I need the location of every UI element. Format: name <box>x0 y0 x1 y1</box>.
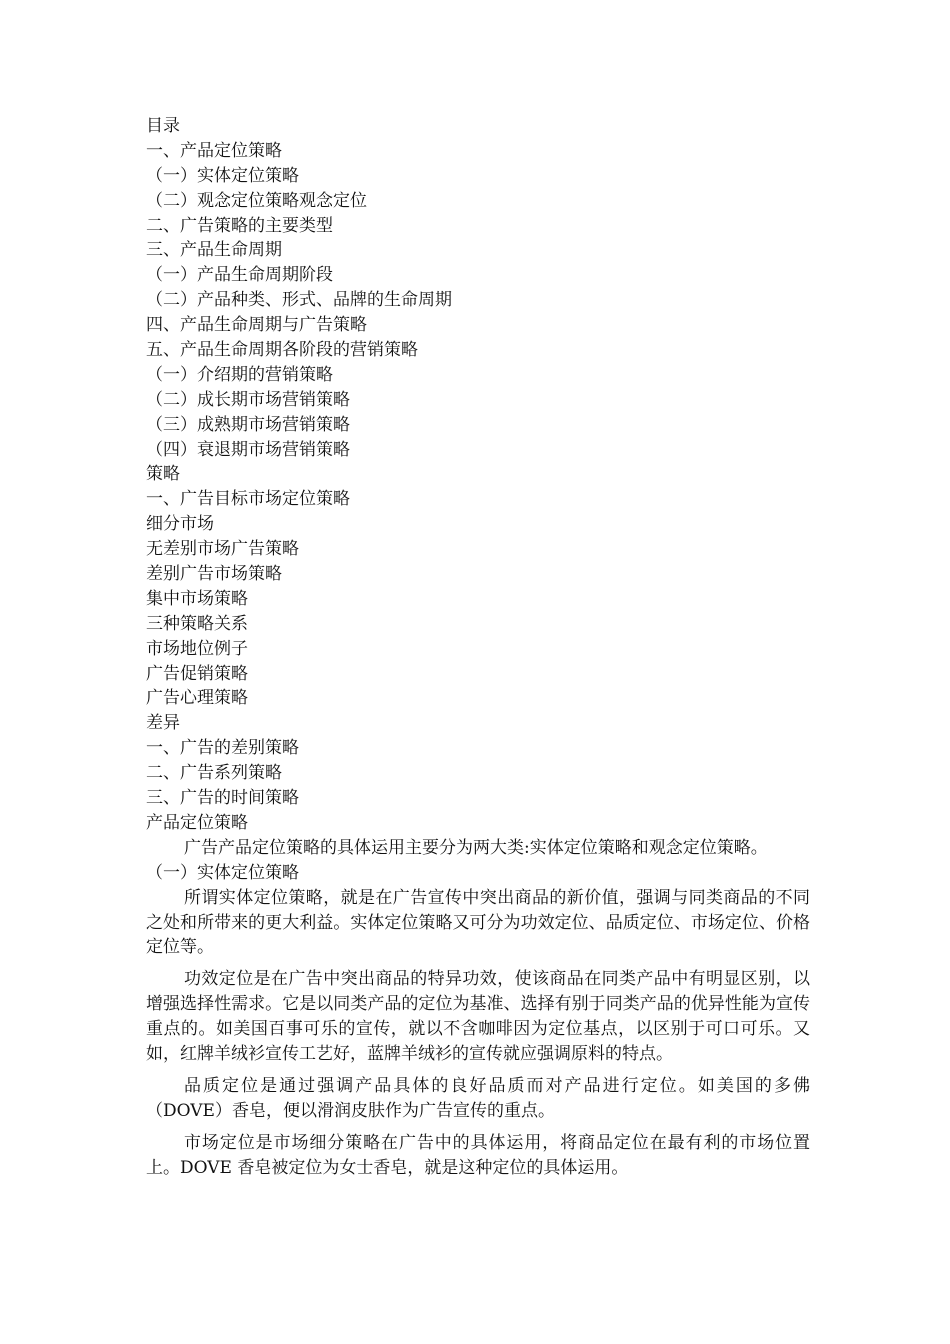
toc-line: 无差别市场广告策略 <box>146 539 299 560</box>
toc-line: （二）成长期市场营销策略 <box>146 389 350 410</box>
toc-line: 广告促销策略 <box>146 663 248 684</box>
body-paragraph: 所谓实体定位策略，就是在广告宣传中突出商品的新价值，强调与同类商品的不同之处和所带来的更大利益。实体定位策略又可分为功效定位、品质定位、市场定位、价格定位等。 <box>146 887 810 958</box>
toc-line: 三种策略关系 <box>146 613 248 634</box>
toc-line: （二）产品种类、形式、品牌的生命周期 <box>146 290 452 311</box>
toc-line: （三）成熟期市场营销策略 <box>146 414 350 435</box>
toc-line: 三、产品生命周期 <box>146 240 282 261</box>
body-paragraph: 品质定位是通过强调产品具体的良好品质而对产品进行定位。如美国的多佛（DOVE）香皂，便以滑润皮肤作为广告宣传的重点。 <box>146 1075 810 1121</box>
toc-line: （二）观念定位策略观念定位 <box>146 190 367 211</box>
toc-line: 差别广告市场策略 <box>146 564 282 585</box>
toc-line: （一）介绍期的营销策略 <box>146 364 333 385</box>
toc-line: 二、广告系列策略 <box>146 763 282 784</box>
toc-line: 广告心理策略 <box>146 688 248 709</box>
toc-line: 策略 <box>146 464 180 485</box>
toc-line: 差异 <box>146 713 180 734</box>
toc-line: 细分市场 <box>146 514 214 535</box>
toc-line: 二、广告策略的主要类型 <box>146 215 333 236</box>
toc-line: 五、产品生命周期各阶段的营销策略 <box>146 340 418 361</box>
toc-line: 一、广告目标市场定位策略 <box>146 489 350 510</box>
toc-line: 集中市场策略 <box>146 588 248 609</box>
toc-line: 四、产品生命周期与广告策略 <box>146 315 367 336</box>
section-title: 产品定位策略 <box>146 812 248 833</box>
toc-line: 三、广告的时间策略 <box>146 788 299 809</box>
intro-paragraph: 广告产品定位策略的具体运用主要分为两大类:实体定位策略和观念定位策略。 <box>184 837 768 858</box>
body-paragraph: 功效定位是在广告中突出商品的特异功效，使该商品在同类产品中有明显区别，以增强选择性需求。它是以同类产品的定位为基准、选择有别于同类产品的优异性能为宣传重点的。如美国百事可乐的宣传，就以不含咖啡因为定位基点，以区别于可口可乐。又如，红牌羊绒衫宣传工艺好，蓝牌羊绒衫的宣传就应强调原料的特点。 <box>146 969 810 1065</box>
toc-line: 一、产品定位策略 <box>146 140 282 161</box>
toc-line: 市场地位例子 <box>146 638 248 659</box>
table-of-contents <box>146 114 810 836</box>
document-page <box>146 114 810 1181</box>
toc-line: 一、广告的差别策略 <box>146 738 299 759</box>
toc-title: 目录 <box>146 116 180 136</box>
section-heading: （一）实体定位策略 <box>146 862 299 883</box>
body-paragraph: 市场定位是市场细分策略在广告中的具体运用，将商品定位在最有利的市场位置上。DOVE 香皂被定位为女士香皂，就是这种定位的具体运用。 <box>146 1132 810 1178</box>
toc-line: （一）产品生命周期阶段 <box>146 265 333 286</box>
toc-line: （四）衰退期市场营销策略 <box>146 439 350 460</box>
toc-line: （一）实体定位策略 <box>146 165 299 186</box>
